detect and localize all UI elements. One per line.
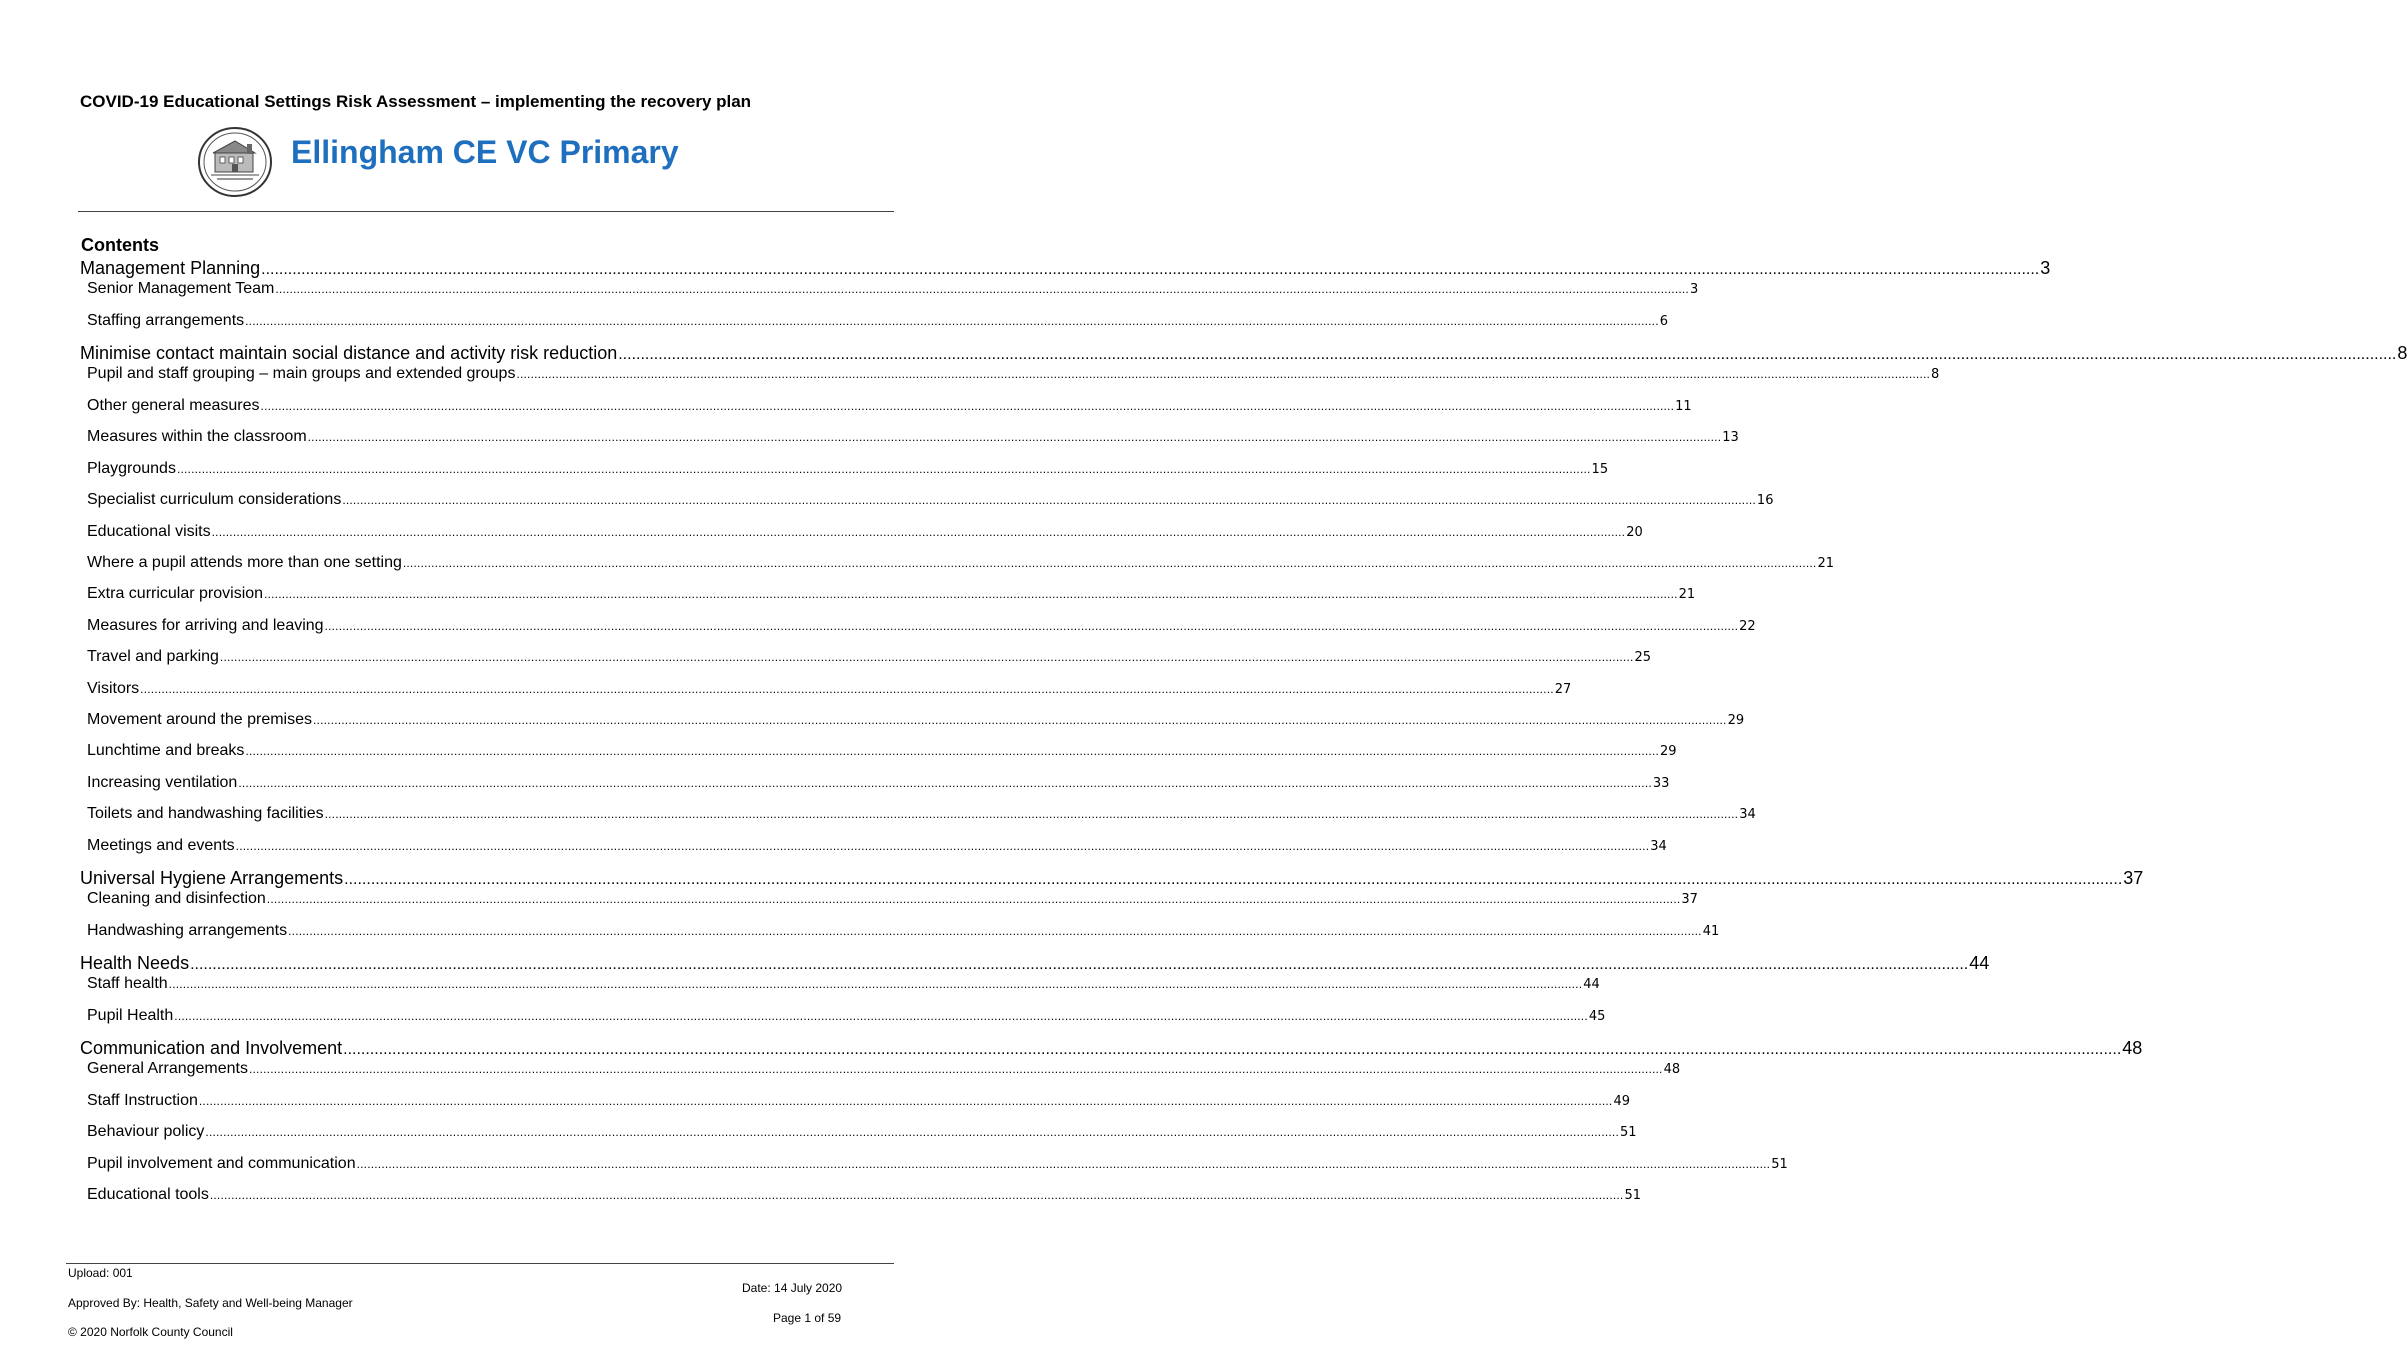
- toc-entry-label: Playgrounds: [87, 460, 176, 477]
- toc-subsection-entry[interactable]: [87, 804, 1756, 824]
- toc-dot-leader: ................................................................................................................................................................................................................................................................................................................................................................................................................: [168, 977, 1583, 991]
- toc-dot-leader: ................................................................................................................................................................................................................................................................................................................................................................................................................: [343, 1041, 2122, 1058]
- toc-dot-leader: ................................................................................................................................................................................................................................................................................................................................................................................................................: [402, 556, 1817, 570]
- toc-entry-page-number: 29: [1727, 713, 1745, 728]
- toc-entry-page-number: 37: [2123, 868, 2144, 888]
- toc-subsection-entry[interactable]: [87, 679, 1572, 699]
- toc-entry-page-number: 8: [1931, 367, 1940, 382]
- toc-dot-leader: ................................................................................................................................................................................................................................................................................................................................................................................................................: [261, 261, 2040, 278]
- toc-dot-leader: ................................................................................................................................................................................................................................................................................................................................................................................................................: [324, 619, 1739, 633]
- toc-entry-label: Educational tools: [87, 1186, 209, 1203]
- toc-dot-leader: ................................................................................................................................................................................................................................................................................................................................................................................................................: [190, 956, 1969, 973]
- toc-entry-label: Health Needs: [80, 953, 190, 973]
- contents-heading: Contents: [81, 235, 159, 255]
- toc-dot-leader: ................................................................................................................................................................................................................................................................................................................................................................................................................: [618, 346, 2397, 363]
- toc-entry-label: Measures within the classroom: [87, 428, 307, 445]
- toc-subsection-entry[interactable]: [87, 1122, 1637, 1142]
- toc-entry-label: Pupil involvement and communication: [87, 1155, 356, 1172]
- toc-section-entry[interactable]: [80, 342, 2407, 364]
- toc-section-entry[interactable]: [80, 1037, 2143, 1059]
- toc-entry-page-number: 51: [1620, 1125, 1637, 1140]
- toc-entry-label: Pupil and staff grouping – main groups and extended groups: [87, 365, 516, 382]
- footer-divider: [66, 1263, 894, 1264]
- toc-entry-label: Extra curricular provision: [87, 585, 264, 602]
- toc-subsection-entry[interactable]: [87, 522, 1643, 542]
- toc-entry-page-number: 3: [2040, 258, 2051, 278]
- toc-entry-page-number: 34: [1739, 807, 1756, 822]
- toc-entry-label: Senior Management Team: [87, 280, 275, 297]
- toc-dot-leader: ................................................................................................................................................................................................................................................................................................................................................................................................................: [238, 776, 1652, 790]
- toc-entry-page-number: 34: [1650, 839, 1667, 854]
- toc-entry-page-number: 21: [1678, 587, 1696, 602]
- toc-subsection-entry[interactable]: [87, 1185, 1641, 1205]
- toc-section-entry[interactable]: [80, 867, 2144, 889]
- toc-entry-label: Lunchtime and breaks: [87, 742, 245, 759]
- toc-entry-page-number: 21: [1817, 556, 1834, 571]
- toc-entry-page-number: 13: [1722, 430, 1739, 445]
- toc-dot-leader: ................................................................................................................................................................................................................................................................................................................................................................................................................: [264, 587, 1678, 601]
- toc-entry-page-number: 51: [1624, 1188, 1641, 1203]
- toc-dot-leader: ................................................................................................................................................................................................................................................................................................................................................................................................................: [356, 1157, 1771, 1171]
- toc-entry-label: Measures for arriving and leaving: [87, 617, 324, 634]
- toc-subsection-entry[interactable]: [87, 490, 1774, 510]
- toc-dot-leader: ................................................................................................................................................................................................................................................................................................................................................................................................................: [211, 525, 1626, 539]
- toc-subsection-entry[interactable]: [87, 1154, 1788, 1174]
- toc-entry-page-number: 49: [1613, 1094, 1631, 1109]
- toc-entry-label: Increasing ventilation: [87, 774, 238, 791]
- toc-entry-page-number: 29: [1660, 744, 1677, 759]
- toc-entry-page-number: 33: [1652, 776, 1670, 791]
- toc-entry-label: Communication and Involvement: [80, 1038, 343, 1058]
- toc-entry-page-number: 8: [2397, 343, 2407, 363]
- toc-subsection-entry[interactable]: [87, 921, 1720, 941]
- header-divider: [78, 211, 894, 212]
- toc-entry-page-number: 48: [1663, 1062, 1681, 1077]
- toc-entry-page-number: 6: [1659, 314, 1669, 329]
- toc-subsection-entry[interactable]: [87, 279, 1699, 299]
- toc-subsection-entry[interactable]: [87, 974, 1600, 994]
- toc-entry-label: Toilets and handwashing facilities: [87, 805, 324, 822]
- toc-entry-page-number: 11: [1675, 399, 1692, 414]
- toc-entry-label: Movement around the premises: [87, 711, 312, 728]
- toc-dot-leader: ................................................................................................................................................................................................................................................................................................................................................................................................................: [245, 314, 1659, 328]
- toc-dot-leader: ................................................................................................................................................................................................................................................................................................................................................................................................................: [235, 839, 1650, 853]
- toc-dot-leader: ................................................................................................................................................................................................................................................................................................................................................................................................................: [205, 1125, 1619, 1139]
- toc-dot-leader: ................................................................................................................................................................................................................................................................................................................................................................................................................: [219, 650, 1634, 664]
- toc-entry-page-number: 27: [1554, 682, 1572, 697]
- toc-entry-label: Universal Hygiene Arrangements: [80, 868, 344, 888]
- toc-entry-page-number: 16: [1756, 493, 1774, 508]
- toc-entry-page-number: 15: [1591, 462, 1609, 477]
- toc-entry-label: Cleaning and disinfection: [87, 890, 266, 907]
- toc-dot-leader: ................................................................................................................................................................................................................................................................................................................................................................................................................: [342, 493, 1756, 507]
- toc-subsection-entry[interactable]: [87, 427, 1739, 447]
- toc-subsection-entry[interactable]: [87, 553, 1834, 573]
- toc-entry-label: Where a pupil attends more than one setting: [87, 554, 402, 571]
- toc-subsection-entry[interactable]: [87, 584, 1696, 604]
- toc-entry-label: Educational visits: [87, 523, 211, 540]
- toc-entry-label: Staffing arrangements: [87, 312, 245, 329]
- toc-entry-page-number: 22: [1739, 619, 1756, 634]
- footer-approved-by: Approved By: Health, Safety and Well-being Manager: [68, 1296, 353, 1310]
- toc-entry-label: Staff health: [87, 975, 168, 992]
- toc-entry-page-number: 37: [1681, 892, 1698, 907]
- document-title: COVID-19 Educational Settings Risk Assessment – implementing the recovery plan: [80, 92, 752, 111]
- toc-subsection-entry[interactable]: [87, 889, 1698, 909]
- toc-section-entry[interactable]: [80, 952, 1990, 974]
- toc-dot-leader: ................................................................................................................................................................................................................................................................................................................................................................................................................: [260, 399, 1675, 413]
- toc-subsection-entry[interactable]: [87, 741, 1677, 761]
- toc-subsection-entry[interactable]: [87, 836, 1667, 856]
- toc-entry-label: Staff Instruction: [87, 1092, 198, 1109]
- toc-dot-leader: ................................................................................................................................................................................................................................................................................................................................................................................................................: [266, 892, 1681, 906]
- toc-dot-leader: ................................................................................................................................................................................................................................................................................................................................................................................................................: [516, 367, 1931, 381]
- toc-entry-label: General Arrangements: [87, 1060, 248, 1077]
- toc-subsection-entry[interactable]: [87, 616, 1756, 636]
- toc-subsection-entry[interactable]: [87, 647, 1652, 667]
- toc-entry-label: Other general measures: [87, 397, 260, 414]
- footer-page-number: Page 1 of 59: [773, 1311, 842, 1325]
- school-logo-icon: [197, 126, 273, 198]
- toc-entry-page-number: 20: [1626, 525, 1643, 540]
- toc-entry-label: Travel and parking: [87, 648, 219, 665]
- toc-entry-label: Handwashing arrangements: [87, 922, 288, 939]
- footer-upload: Upload: 001: [68, 1266, 133, 1280]
- toc-entry-label: Specialist curriculum considerations: [87, 491, 342, 508]
- toc-subsection-entry[interactable]: [87, 1059, 1681, 1079]
- toc-entry-label: Minimise contact maintain social distance and activity risk reduction: [80, 343, 618, 363]
- toc-entry-page-number: 41: [1702, 924, 1720, 939]
- toc-dot-leader: ................................................................................................................................................................................................................................................................................................................................................................................................................: [176, 462, 1591, 476]
- toc-dot-leader: ................................................................................................................................................................................................................................................................................................................................................................................................................: [174, 1009, 1588, 1023]
- toc-subsection-entry[interactable]: [87, 1006, 1606, 1026]
- toc-subsection-entry[interactable]: [87, 1091, 1631, 1111]
- toc-entry-label: Visitors: [87, 680, 140, 697]
- toc-dot-leader: ................................................................................................................................................................................................................................................................................................................................................................................................................: [140, 682, 1554, 696]
- footer-date: Date: 14 July 2020: [742, 1281, 843, 1295]
- toc-dot-leader: ................................................................................................................................................................................................................................................................................................................................................................................................................: [288, 924, 1702, 938]
- toc-dot-leader: ................................................................................................................................................................................................................................................................................................................................................................................................................: [248, 1062, 1663, 1076]
- toc-subsection-entry[interactable]: [87, 396, 1692, 416]
- toc-entry-page-number: 51: [1771, 1157, 1788, 1172]
- toc-section-entry[interactable]: [80, 257, 2051, 279]
- toc-dot-leader: ................................................................................................................................................................................................................................................................................................................................................................................................................: [324, 807, 1739, 821]
- toc-entry-page-number: 3: [1689, 282, 1699, 297]
- toc-entry-label: Behaviour policy: [87, 1123, 205, 1140]
- toc-entry-page-number: 45: [1588, 1009, 1606, 1024]
- toc-entry-page-number: 48: [2122, 1038, 2143, 1058]
- toc-dot-leader: ................................................................................................................................................................................................................................................................................................................................................................................................................: [198, 1094, 1613, 1108]
- toc-entry-page-number: 44: [1583, 977, 1600, 992]
- toc-entry-label: Pupil Health: [87, 1007, 174, 1024]
- toc-dot-leader: ................................................................................................................................................................................................................................................................................................................................................................................................................: [245, 744, 1660, 758]
- toc-dot-leader: ................................................................................................................................................................................................................................................................................................................................................................................................................: [209, 1188, 1624, 1202]
- toc-subsection-entry[interactable]: [87, 459, 1609, 479]
- toc-dot-leader: ................................................................................................................................................................................................................................................................................................................................................................................................................: [344, 871, 2123, 888]
- toc-entry-label: Management Planning: [80, 258, 261, 278]
- toc-subsection-entry[interactable]: [87, 710, 1745, 730]
- toc-dot-leader: ................................................................................................................................................................................................................................................................................................................................................................................................................: [275, 282, 1689, 296]
- toc-entry-page-number: 44: [1969, 953, 1990, 973]
- toc-entry-page-number: 25: [1634, 650, 1652, 665]
- school-name: Ellingham CE VC Primary: [291, 134, 679, 170]
- toc-entry-label: Meetings and events: [87, 837, 235, 854]
- toc-subsection-entry[interactable]: [87, 311, 1669, 331]
- toc-dot-leader: ................................................................................................................................................................................................................................................................................................................................................................................................................: [313, 713, 1727, 727]
- toc-dot-leader: ................................................................................................................................................................................................................................................................................................................................................................................................................: [307, 430, 1722, 444]
- toc-subsection-entry[interactable]: [87, 773, 1670, 793]
- toc-subsection-entry[interactable]: [87, 364, 1940, 384]
- footer-copyright: © 2020 Norfolk County Council: [68, 1325, 233, 1339]
